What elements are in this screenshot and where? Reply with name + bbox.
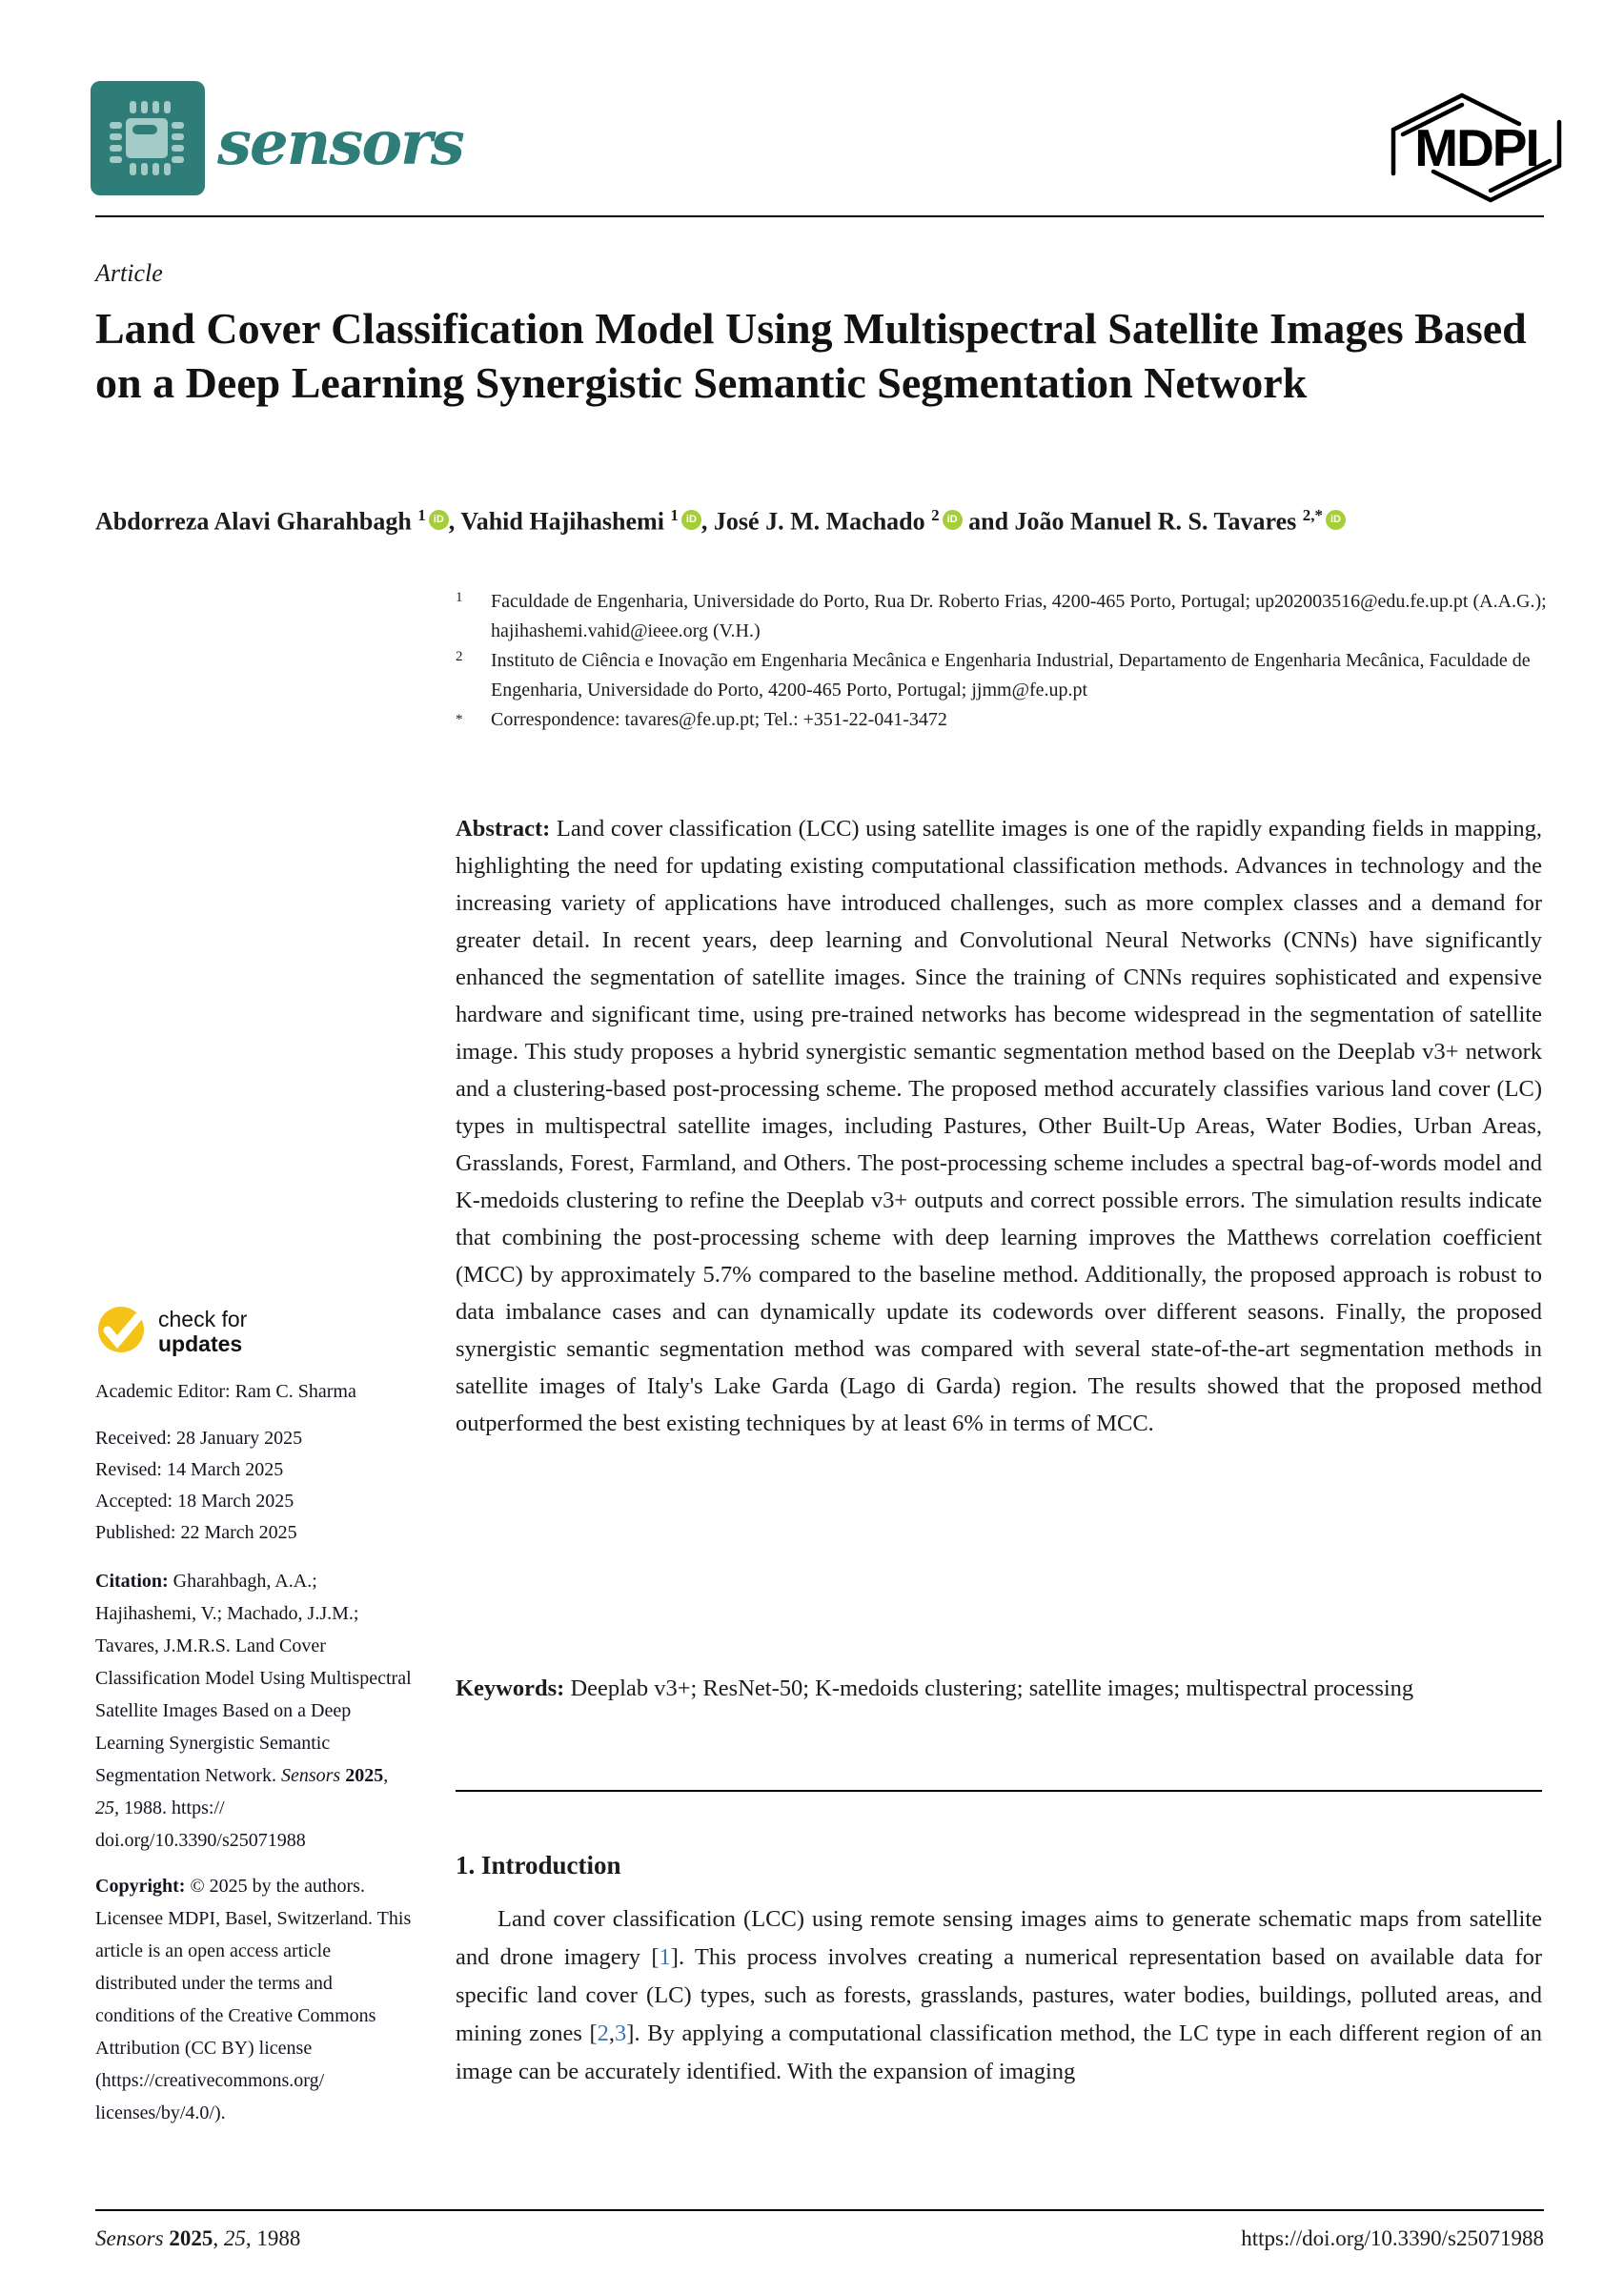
license-url[interactable]: licenses/by/4.0/).: [95, 2102, 226, 2123]
check-for-updates-label: [158, 1307, 247, 1356]
header-rule: [95, 215, 1544, 217]
check-for-updates-badge[interactable]: [95, 1306, 343, 1363]
footer-pages: , 1988: [245, 2226, 301, 2250]
mdpi-wordmark: MDPI: [1414, 118, 1538, 177]
affiliation-marker: 2: [456, 649, 463, 664]
citation-volume: 25: [95, 1797, 114, 1818]
accepted-date: Accepted: 18 March 2025: [95, 1491, 294, 1512]
citation-pages: , 1988.: [114, 1797, 172, 1818]
author-name: João Manuel R. S. Tavares: [1014, 507, 1297, 536]
keywords-label: Keywords:: [456, 1676, 565, 1701]
footer-rule: [95, 2209, 1544, 2211]
author-separator: and: [962, 507, 1015, 536]
abstract-label: Abstract:: [456, 816, 551, 842]
published-date: Published: 22 March 2025: [95, 1522, 297, 1543]
affiliation-marker: 1: [456, 590, 463, 605]
affiliation-block: [456, 587, 1561, 735]
article-type-label: Article: [95, 259, 163, 287]
citation-body: Gharahbagh, A.A.; Hajihashemi, V.; Machado, J.J.M.; Tavares, J.M.R.S. Land Cover Classification Model Using Multispectral Satellite Images Based on a Deep Learning Synergistic Semantic Segmentation Network.: [95, 1571, 412, 1786]
license-url[interactable]: (https://creativecommons.org/: [95, 2070, 325, 2091]
revised-date: Revised: 14 March 2025: [95, 1459, 284, 1480]
chip-icon: [91, 81, 205, 195]
orcid-icon[interactable]: iD: [1326, 510, 1346, 530]
section-heading-introduction: 1. Introduction: [456, 1851, 621, 1879]
correspondence-marker: *: [456, 712, 463, 727]
badge-line2: updates: [158, 1331, 243, 1356]
academic-editor: Academic Editor: Ram C. Sharma: [95, 1381, 356, 1402]
affiliation-row: [456, 705, 1561, 735]
copyright-body: © 2025 by the authors. Licensee MDPI, Basel, Switzerland. This article is an open access article distributed under the terms and conditions of the Creative Commons Attribution (CC BY) license: [95, 1876, 412, 2059]
author-affil-sup: 1: [417, 506, 426, 524]
author-separator: ,: [448, 507, 461, 536]
author-line: [95, 499, 1553, 538]
affiliation-text: Faculdade de Engenharia, Universidade do Porto, Rua Dr. Roberto Frias, 4200-465 Porto, Portugal; up202003516@edu.fe.up.pt (A.A.G.); hajihashemi.vahid@ieee.org (V.H.): [491, 591, 1547, 641]
intro-text: ]. This process involves creating a numerical representation based on available data for specific land cover (LC) types, such as forests, grasslands, pastures, water bodies, buildings, polluted areas, and mining zones [: [456, 1944, 1542, 2046]
citation-label: Citation:: [95, 1571, 169, 1592]
page-title: Land Cover Classification Model Using Multispectral Satellite Images Based on a Deep Learning Synergistic Semantic Segmentation Network: [95, 304, 1527, 407]
author-affil-sup: 2,*: [1302, 506, 1323, 524]
footer-journal: Sensors: [95, 2226, 164, 2250]
footer-year: 2025: [169, 2226, 213, 2250]
citation-ref-2[interactable]: 2: [597, 2021, 609, 2046]
section-divider: [456, 1790, 1542, 1792]
citation-year: 2025: [345, 1765, 384, 1786]
footer-citation: [95, 2226, 300, 2251]
footer-volume: 25: [223, 2226, 246, 2250]
citation-ref-1[interactable]: 1: [659, 1944, 671, 1970]
citation-block: [95, 1565, 412, 1857]
copyright-block: [95, 1870, 412, 2129]
orcid-icon[interactable]: iD: [681, 510, 701, 530]
author-name: José J. M. Machado: [713, 507, 925, 536]
author-affil-sup: 1: [670, 506, 679, 524]
ref-comma: ,: [608, 2021, 616, 2046]
author-name: Vahid Hajihashemi: [460, 507, 664, 536]
correspondence-text: Correspondence: tavares@fe.up.pt; Tel.: +351-22-041-3472: [491, 709, 947, 730]
sensors-journal-logo[interactable]: [91, 81, 205, 195]
citation-doi[interactable]: https://: [172, 1797, 225, 1818]
intro-text: ]. By applying a computational classification method, the LC type in each different region of an image can be accurately identified. With the expansion of imaging: [456, 2021, 1542, 2084]
abstract: [456, 810, 1542, 1442]
affiliation-text: Instituto de Ciência e Inovação em Engenharia Mecânica e Engenharia Industrial, Departamento de Engenharia Mecânica, Faculdade de Engenharia, Universidade do Porto, 4200-465 Porto, Portugal; jjmm@fe.up.pt: [491, 650, 1531, 701]
author-separator: ,: [700, 507, 714, 536]
affiliation-row: [456, 646, 1561, 705]
mdpi-logo[interactable]: [1374, 88, 1578, 208]
keywords-text: Deeplab v3+; ResNet-50; K-medoids clustering; satellite images; multispectral processing: [570, 1676, 1414, 1701]
affiliation-row: [456, 587, 1561, 646]
check-icon: [95, 1306, 147, 1357]
footer-doi-link[interactable]: https://doi.org/10.3390/s25071988: [1241, 2226, 1544, 2250]
author-name: Abdorreza Alavi Gharahbagh: [95, 507, 412, 536]
received-date: Received: 28 January 2025: [95, 1428, 303, 1449]
orcid-icon[interactable]: iD: [429, 510, 449, 530]
copyright-label: Copyright:: [95, 1876, 186, 1897]
abstract-text: Land cover classification (LCC) using satellite images is one of the rapidly expanding fields in mapping, highlighting the need for updating existing computational classification methods. Advances in technology and the increasing variety of applications have introduced challenges, such as more complex classes and a demand for greater detail. In recent years, deep learning and Convolutional Neural Networks (CNNs) have significantly enhanced the segmentation of satellite images. Since the training of CNNs requires sophisticated and expensive hardware and significant time, using pre-trained networks has become widespread in the segmentation of satellite image. This study proposes a hybrid synergistic semantic segmentation method based on the Deeplab v3+ network and a clustering-based post-processing scheme. The proposed method accurately classifies various land cover (LC) types in multispectral satellite images, including Pastures, Other Built-Up Areas, Water Bodies, Urban Areas, Grasslands, Forest, Farmland, and Others. The post-processing scheme includes a spectral bag-of-words model and K-medoids clustering to refine the Deeplab v3+ outputs and correct possible errors. The simulation results indicate that combining the post-processing scheme with deep learning improves the Matthews correlation coefficient (MCC) by approximately 5.7% compared to the baseline method. Additionally, the proposed approach is robust to data imbalance cases and can dynamically update its codewords over different seasons. Finally, the proposed synergistic semantic segmentation method was compared with several state-of-the-art segmentation methods in satellite images of Italy's Lake Garda (Lago di Garda) region. The results showed that the proposed method outperformed the best existing techniques by at least 6% in terms of MCC.: [456, 816, 1543, 1436]
author-affil-sup: 2: [931, 506, 940, 524]
keywords: [456, 1670, 1542, 1707]
journal-wordmark: sensors: [217, 108, 463, 179]
article-history: [95, 1423, 412, 1549]
orcid-icon[interactable]: iD: [943, 510, 963, 530]
citation-journal: Sensors: [280, 1765, 341, 1786]
intro-text: Land cover classification (LCC) using remote sensing images aims to generate schematic maps from satellite and drone imagery [: [456, 1906, 1542, 1970]
citation-sep: ,: [383, 1765, 389, 1786]
badge-line1: check for: [158, 1307, 248, 1331]
footer-sep: ,: [213, 2226, 224, 2250]
introduction-paragraph: [456, 1900, 1542, 2091]
citation-doi[interactable]: doi.org/10.3390/s25071988: [95, 1830, 306, 1851]
citation-ref-3[interactable]: 3: [615, 2021, 627, 2046]
